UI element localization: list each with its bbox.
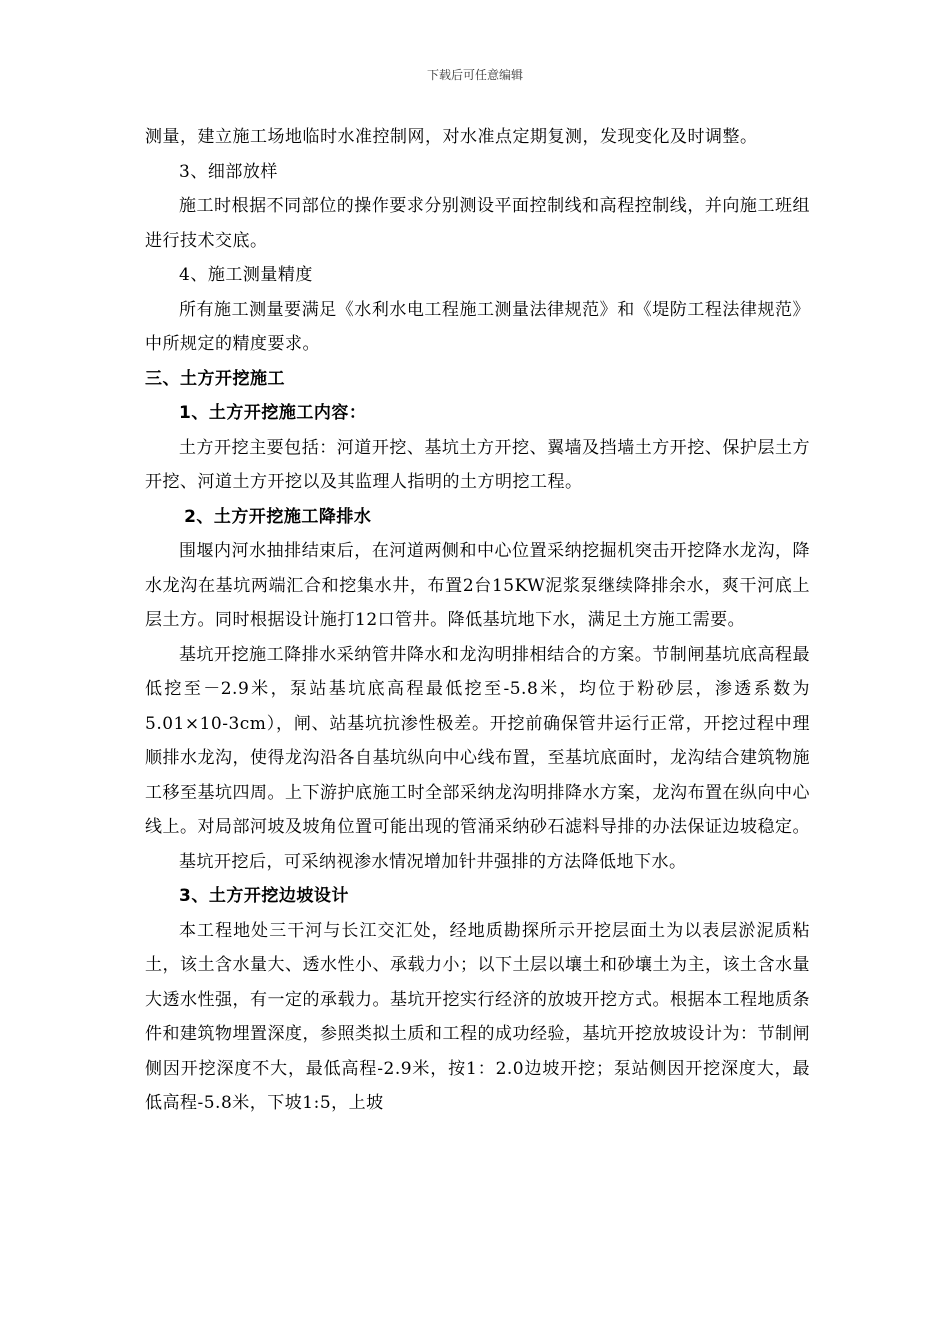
paragraph: 土方开挖主要包括：河道开挖、基坑土方开挖、翼墙及挡墙土方开挖、保护层土方开挖、河道土方开挖以及其监理人指明的土方明挖工程。 — [145, 437, 810, 492]
document-body — [145, 120, 810, 1121]
paragraph: 本工程地处三干河与长江交汇处，经地质勘探所示开挖层面土为以表层淤泥质粘土，该土含水量大、透水性小、承载力小；以下土层以壤土和砂壤土为主，该土含水量大透水性强，有一定的承载力。基坑开挖实行经济的放坡开挖方式。根据本工程地质条件和建筑物埋置深度，参照类拟土质和工程的成功经验，基坑开挖放坡设计为：节制闸侧因开挖深度不大，最低高程-2.9米，按1：2.0边坡开挖；泵站侧因开挖深度大，最低高程-5.8米，下坡1:5，上坡 — [145, 920, 810, 1113]
paragraph: 基坑开挖施工降排水采纳管井降水和龙沟明排相结合的方案。节制闸基坑底高程最低挖至－2.9米，泵站基坑底高程最低挖至-5.8米，均位于粉砂层，渗透系数为5.01×10-3cm），闸、站基坑抗渗性极差。开挖前确保管井运行正常，开挖过程中理顺排水龙沟，使得龙沟沿各自基坑纵向中心线布置，至基坑底面时，龙沟结合建筑物施工移至基坑四周。上下游护底施工时全部采纳龙沟明排降水方案，龙沟布置在纵向中心线上。对局部河坡及坡角位置可能出现的管涌采纳砂石滤料导排的办法保证边坡稳定。 — [145, 644, 810, 837]
subsection-heading: 1、土方开挖施工内容： — [179, 403, 367, 423]
paragraph: 所有施工测量要满足《水利水电工程施工测量法律规范》和《堤防工程法律规范》中所规定的精度要求。 — [145, 299, 810, 354]
subsection-heading: 3、土方开挖边坡设计 — [179, 886, 349, 906]
paragraph: 围堰内河水抽排结束后，在河道两侧和中心位置采纳挖掘机突击开挖降水龙沟，降水龙沟在基坑两端汇合和挖集水井，布置2台15KW泥浆泵继续降排余水，爽干河底上层土方。同时根据设计施打12口管井。降低基坑地下水，满足土方施工需要。 — [145, 541, 810, 630]
section-heading: 三、土方开挖施工 — [145, 368, 285, 389]
subsection-heading: 2、土方开挖施工降排水 — [184, 506, 372, 527]
paragraph: 测量，建立施工场地临时水准控制网，对水准点定期复测，发现变化及时调整。 — [145, 127, 758, 147]
subheading-detail-layout: 3、细部放样 — [179, 161, 278, 182]
paragraph: 施工时根据不同部位的操作要求分别测设平面控制线和高程控制线，并向施工班组进行技术交底。 — [145, 196, 810, 251]
subheading-precision: 4、施工测量精度 — [179, 265, 313, 285]
page-header: 下载后可任意编辑 — [426, 68, 523, 82]
paragraph: 基坑开挖后，可采纳视渗水情况增加针井强排的方法降低地下水。 — [179, 851, 687, 872]
